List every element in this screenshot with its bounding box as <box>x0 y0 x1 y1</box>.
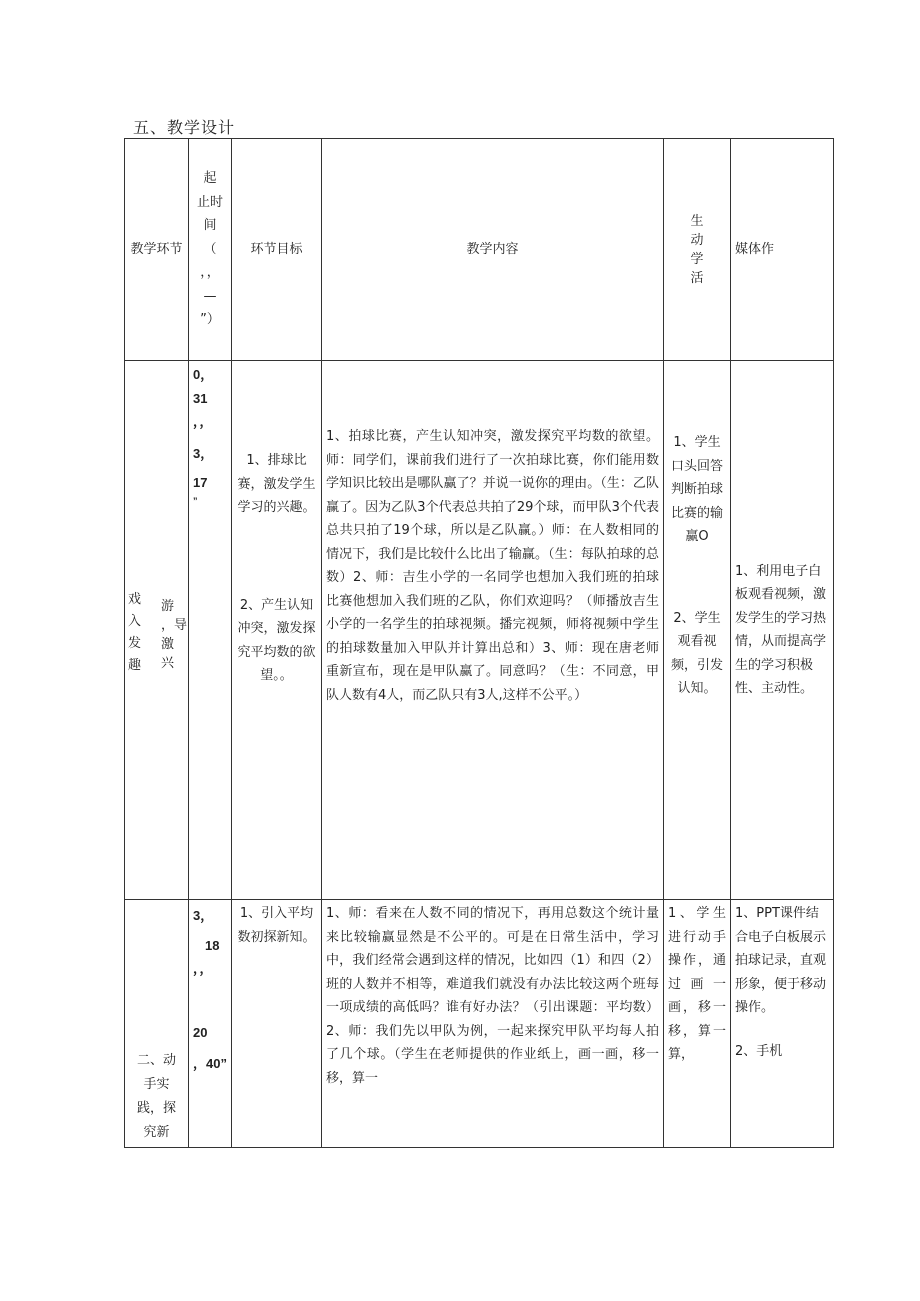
stage-cell: 二、动手实践，探究新 <box>125 900 189 1148</box>
time-cell: 0， 31 ，， 3， 17 ” <box>189 361 232 900</box>
media-cell: 1、利用电子白板观看视频，激发学生的学习热情，从而提高学生的学习积极性、主动性。 <box>731 361 834 900</box>
header-activity: 生 动 学 活 <box>664 139 731 361</box>
content-cell: 1、师：看来在人数不同的情况下，再用总数这个统计量来比较输赢显然是不公平的。可是在日常生活中，学习中，我们经常会遇到这样的情况，比如四（1）和四（2）班的人数并不相等，难道我们就没有办法比较这两个班每一项成绩的高低吗？谁有好办法？（引出课题：平均数）2、师：我们先以甲队为例，一起来探究甲队平均每人拍了几个球。（学生在老师提供的作业纸上，画一画，移一移，算一 <box>322 900 664 1148</box>
header-time: 起 止时 间 （ ，， — ”） <box>189 139 232 361</box>
activity-cell <box>664 361 731 900</box>
header-content: 教学内容 <box>322 139 664 361</box>
header-row <box>125 139 834 361</box>
content-cell: 1、拍球比赛，产生认知冲突，激发探究平均数的欲望。师：同学们，课前我们进行了一次拍球比赛，你们能用数学知识比较出是哪队赢了？并说一说你的理由。（生：乙队赢了。因为乙队3个代表总共拍了29个球，而甲队3个代表总共只拍了19个球，所以是乙队赢。）师：在人数相同的情况下，我们是比较什么比出了输赢。（生：每队拍球的总数）2、师：吉生小学的一名同学也想加入我们班的拍球比赛他想加入我们班的乙队，你们欢迎吗？（师播放吉生小学的一名学生的拍球视频。播完视频，师将视频中学生的拍球数量加入甲队并计算出总和）3、师：现在唐老师重新宣布，现在是甲队赢了。同意吗？（生：不同意，甲队人数有4人，而乙队只有3人,这样不公平。） <box>322 361 664 900</box>
table-row <box>125 361 834 900</box>
goal-cell: 1、引入平均数初探新知。 <box>232 900 322 1148</box>
goal-1: 1、排球比赛，激发学生学习的兴趣。 <box>237 453 316 515</box>
media-1: 1、PPT课件结合电子白板展示拍球记录，直观形象，便于移动操作。 <box>735 906 827 1015</box>
stage-cell: 戏 入 发 趣 游 ，导 激 兴 <box>125 361 189 900</box>
media-cell <box>731 900 834 1148</box>
time-cell: 3， 18 ，， 20 ，40” <box>189 900 232 1148</box>
teaching-design-table <box>124 138 834 1148</box>
section-title: 五、教学设计 <box>133 118 236 137</box>
header-stage: 教学环节 <box>125 139 189 361</box>
activity-cell: 1、学生进行动手操作，通过画一画，移一移，算一算， <box>664 900 731 1148</box>
activity-1: 1、学生口头回答判断拍球比赛的输赢O <box>670 435 723 544</box>
goal-cell <box>232 361 322 900</box>
header-goal: 环节目标 <box>232 139 322 361</box>
activity-2: 2、学生观看视频，引发认知。 <box>670 610 723 696</box>
media-2: 2、手机 <box>735 1043 783 1059</box>
goal-2: 2、产生认知冲突，激发探究平均数的欲望。。 <box>237 597 316 683</box>
header-media: 媒体作 <box>731 139 834 361</box>
table-row <box>125 900 834 1148</box>
